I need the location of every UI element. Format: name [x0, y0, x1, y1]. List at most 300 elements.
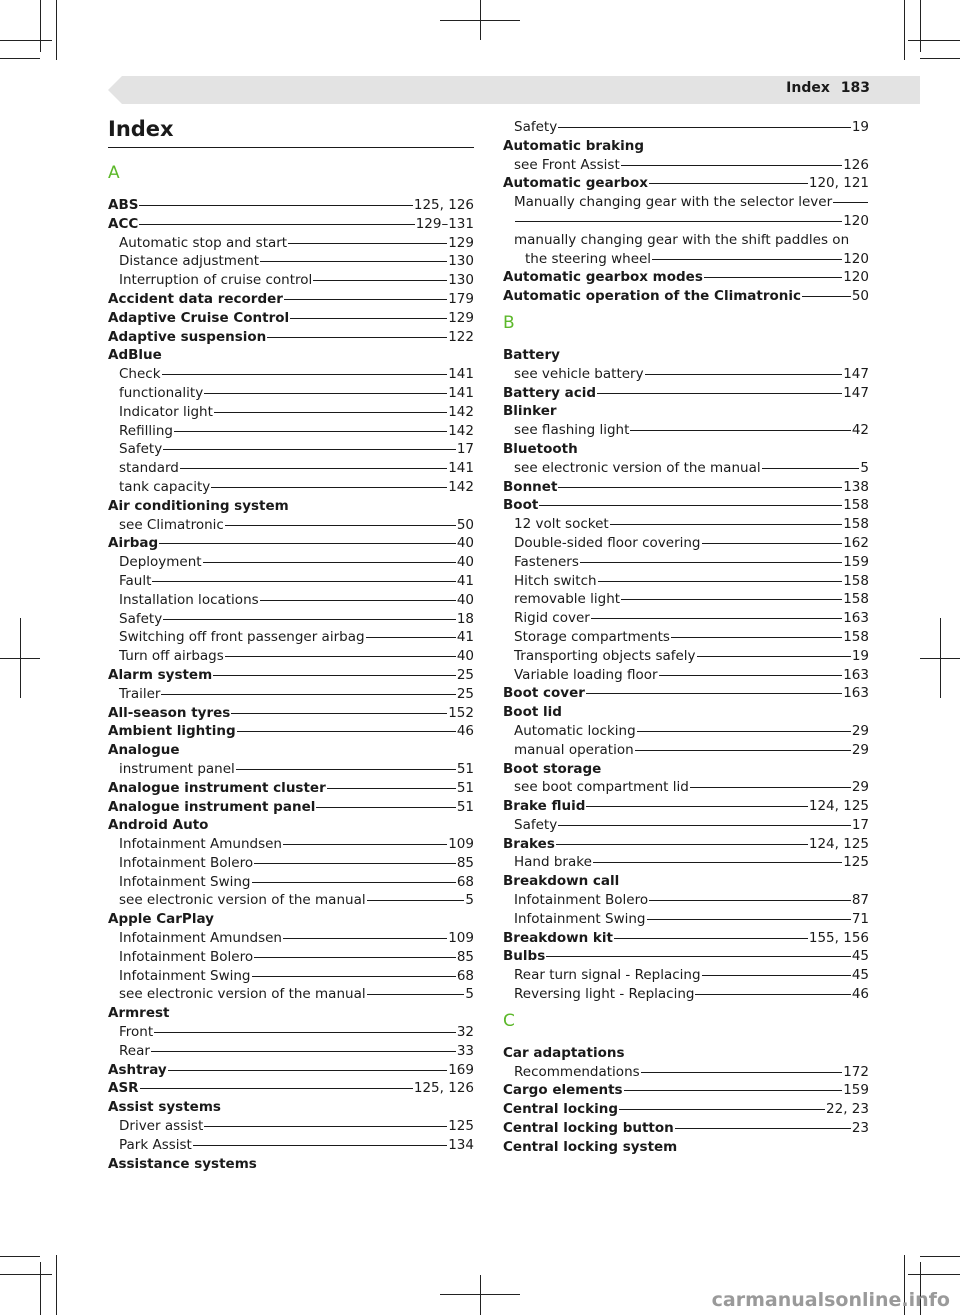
entry-term: Ashtray — [108, 1061, 167, 1078]
entry-page: 159 — [843, 1082, 869, 1099]
entry-term: Safety — [514, 119, 558, 135]
watermark[interactable]: carmanualsonline.info — [711, 1289, 950, 1311]
index-subentry — [108, 271, 474, 290]
index-subentry — [108, 891, 474, 910]
entry-term: Turn off airbags — [119, 648, 224, 665]
entry-page: 17 — [851, 816, 869, 833]
entry-term: Boot cover — [503, 685, 585, 702]
index-subentry — [108, 948, 474, 967]
index-entry — [108, 1004, 474, 1023]
index-subentry — [108, 478, 474, 497]
index-subentry — [503, 666, 869, 685]
index-entry — [503, 287, 869, 306]
entry-page: 40 — [456, 648, 474, 665]
entry-term: Reversing light - Replacing — [514, 986, 695, 1003]
entry-term: Bulbs — [503, 948, 546, 965]
entry-page: 41 — [456, 572, 474, 589]
index-entry — [108, 497, 474, 516]
index-subentry — [503, 985, 869, 1004]
entry-page: 68 — [456, 873, 474, 890]
index-subentry — [108, 384, 474, 403]
entry-page: 158 — [843, 516, 869, 533]
entry-page: 29 — [851, 722, 869, 739]
index-subentry — [503, 628, 869, 647]
entry-page: 33 — [456, 1042, 474, 1059]
entry-term: Infotainment Swing — [514, 910, 646, 927]
entry-term: Automatic locking — [514, 722, 636, 739]
entry-page: 141 — [448, 460, 474, 477]
entry-page: 5 — [465, 986, 474, 1003]
index-subentry — [108, 760, 474, 779]
letter-heading-b: B — [503, 312, 515, 333]
index-subentry — [503, 647, 869, 666]
index-entry — [503, 137, 869, 156]
index-column-right — [503, 118, 869, 1157]
index-subentry — [108, 1117, 474, 1136]
index-subentry — [108, 929, 474, 948]
entry-term: Automatic braking — [503, 137, 645, 154]
index-subentry — [503, 590, 869, 609]
entry-page: 142 — [448, 422, 474, 439]
entry-term: Infotainment Swing — [119, 873, 251, 890]
entry-term: tank capacity — [119, 478, 211, 495]
entry-term: standard — [119, 460, 179, 477]
entry-page: 130 — [448, 272, 474, 289]
index-entry — [108, 1061, 474, 1080]
entry-term: instrument panel — [119, 760, 235, 777]
index-subentry — [108, 967, 474, 986]
entry-page: 147 — [843, 365, 869, 382]
entry-page: 152 — [448, 704, 474, 721]
entry-term: Safety — [514, 816, 558, 833]
entry-term: the steering wheel — [525, 250, 652, 267]
index-subentry — [503, 741, 869, 760]
entry-term: AdBlue — [108, 347, 162, 364]
crop-mark — [0, 1274, 52, 1275]
entry-term: Installation locations — [119, 591, 259, 608]
index-subentry — [108, 422, 474, 441]
entry-term: Fault — [119, 572, 152, 589]
entry-term: Recommendations — [514, 1063, 640, 1080]
crop-mark — [920, 1256, 960, 1257]
index-subentry — [108, 835, 474, 854]
entry-term: Bluetooth — [503, 440, 578, 457]
entry-term: Assistance systems — [108, 1155, 257, 1172]
index-subentry — [108, 647, 474, 666]
index-entry — [108, 328, 474, 347]
running-header — [780, 80, 870, 96]
entry-page: 42 — [851, 422, 869, 439]
entry-page: 71 — [851, 910, 869, 927]
entry-term: Rear turn signal - Replacing — [514, 967, 701, 984]
entry-term: Infotainment Bolero — [119, 854, 254, 871]
crop-mark — [920, 58, 960, 59]
entry-term: Check — [119, 366, 161, 383]
crop-mark — [920, 0, 921, 52]
entry-page: 142 — [448, 478, 474, 495]
index-subentry — [503, 1063, 869, 1082]
entry-term: Rigid cover — [514, 610, 590, 627]
entry-term: Bonnet — [503, 478, 558, 495]
index-subentry — [108, 1023, 474, 1042]
entry-page: 120 — [843, 250, 869, 267]
entry-page: 50 — [456, 516, 474, 533]
entry-term: Boot lid — [503, 704, 562, 721]
index-entry — [503, 384, 869, 403]
index-subentry — [108, 628, 474, 647]
index-subentry — [108, 854, 474, 873]
entry-term: Alarm system — [108, 666, 213, 683]
entry-page: 125, 126 — [413, 197, 474, 213]
crop-mark — [0, 658, 40, 659]
entry-page: 40 — [456, 554, 474, 571]
entry-term: Brake fluid — [503, 798, 586, 815]
index-subentry — [108, 440, 474, 459]
entry-page: 51 — [456, 779, 474, 796]
entry-term: Air conditioning system — [108, 497, 289, 514]
index-entry — [503, 703, 869, 722]
entry-page: 158 — [843, 628, 869, 645]
entry-page: 50 — [851, 288, 869, 305]
entry-term: removable light — [514, 591, 621, 608]
entry-page: 142 — [448, 403, 474, 420]
entry-term: Infotainment Amundsen — [119, 836, 282, 853]
index-entry — [503, 797, 869, 816]
entry-page: 129–131 — [415, 215, 474, 232]
entry-page: 125 — [843, 854, 869, 871]
index-entry — [503, 174, 869, 193]
index-subentry — [503, 853, 869, 872]
entry-term: Android Auto — [108, 817, 209, 834]
index-subentry — [108, 591, 474, 610]
title-rule — [108, 147, 474, 148]
entry-term: Fasteners — [514, 553, 579, 570]
entry-term: Blinker — [503, 403, 557, 420]
entry-page: 5 — [860, 459, 869, 476]
entry-page: 134 — [448, 1136, 474, 1153]
index-subentry — [108, 516, 474, 535]
entry-term: Automatic gearbox modes — [503, 269, 703, 286]
entry-term: see vehicle battery — [514, 365, 644, 382]
entry-term: Analogue instrument cluster — [108, 779, 326, 796]
entry-term: Central locking button — [503, 1120, 674, 1137]
index-subentry — [108, 252, 474, 271]
index-entry — [503, 1119, 869, 1138]
entry-term: Interruption of cruise control — [119, 272, 313, 289]
index-entry — [108, 346, 474, 365]
entry-page: 130 — [448, 253, 474, 270]
index-subentry — [108, 403, 474, 422]
entry-term: Infotainment Swing — [119, 967, 251, 984]
index-entry — [503, 440, 869, 459]
entry-term: Battery — [503, 346, 560, 363]
entry-term: see electronic version of the manual — [119, 892, 366, 909]
index-entry — [108, 1155, 474, 1174]
entry-page: 5 — [465, 892, 474, 909]
index-entry — [108, 309, 474, 328]
entry-term: Central locking — [503, 1101, 619, 1118]
entry-page: 129 — [448, 234, 474, 251]
index-subentry — [108, 873, 474, 892]
entry-page: 163 — [843, 666, 869, 683]
entry-term: Analogue instrument panel — [108, 798, 316, 815]
entry-page: 45 — [851, 948, 869, 965]
entry-page: 40 — [456, 591, 474, 608]
index-subentry — [108, 459, 474, 478]
entry-term: see Climatronic — [119, 516, 224, 533]
entry-term: see Front Assist — [514, 156, 620, 173]
index-entry — [108, 534, 474, 553]
index-subentry — [503, 722, 869, 741]
entry-page: 162 — [843, 534, 869, 551]
entry-term: Automatic operation of the Climatronic — [503, 288, 802, 305]
index-entry — [503, 760, 869, 779]
entry-term: Deployment — [119, 554, 202, 571]
index-subentry — [503, 421, 869, 440]
entry-term: Storage compartments — [514, 628, 670, 645]
entry-term: ACC — [108, 215, 139, 232]
entry-term: Distance adjustment — [119, 253, 260, 270]
index-subentry — [503, 910, 869, 929]
entry-page: 85 — [456, 854, 474, 871]
crop-mark — [920, 658, 960, 659]
index-subentry — [503, 459, 869, 478]
entry-term: ABS — [108, 197, 139, 213]
entry-term: Rear — [119, 1042, 150, 1059]
entry-term: Ambient lighting — [108, 723, 236, 740]
crop-mark — [904, 0, 905, 60]
page-number: 183 — [840, 80, 870, 96]
index-entry — [503, 684, 869, 703]
index-subentry — [108, 553, 474, 572]
entry-term: Accident data recorder — [108, 290, 283, 307]
entry-term: Indicator light — [119, 403, 213, 420]
entry-term: Manually changing gear with the selector lever — [514, 194, 833, 211]
entry-term: functionality — [119, 384, 204, 401]
index-subentry — [503, 891, 869, 910]
index-subentry — [503, 816, 869, 835]
entry-page: 126 — [843, 156, 869, 173]
index-subentry — [108, 685, 474, 704]
entry-page: 29 — [851, 779, 869, 796]
index-entry — [108, 910, 474, 929]
index-subentry — [503, 515, 869, 534]
entry-page: 158 — [843, 572, 869, 589]
index-entry — [108, 779, 474, 798]
entry-term: ASR — [108, 1080, 139, 1097]
crop-mark — [440, 20, 520, 21]
index-entry — [503, 835, 869, 854]
index-entry — [108, 196, 474, 215]
letter-heading-c: C — [503, 1010, 515, 1031]
entry-term: Front — [119, 1024, 154, 1041]
entry-term: Safety — [119, 441, 163, 458]
index-subentry — [108, 1136, 474, 1155]
entry-page: 22, 23 — [826, 1101, 869, 1118]
crop-mark — [0, 1256, 40, 1257]
entry-term: Apple CarPlay — [108, 911, 214, 928]
entry-page: 109 — [448, 836, 474, 853]
entry-page: 179 — [448, 290, 474, 307]
crop-mark — [440, 1294, 520, 1295]
index-entry — [108, 290, 474, 309]
entry-page: 141 — [448, 366, 474, 383]
entry-term: Breakdown call — [503, 873, 620, 890]
index-subentry — [108, 985, 474, 1004]
entry-term: see electronic version of the manual — [514, 459, 761, 476]
entry-page: 29 — [851, 741, 869, 758]
entry-page: 23 — [851, 1120, 869, 1137]
entry-page: 163 — [843, 685, 869, 702]
index-entry — [503, 496, 869, 515]
entry-page: 40 — [456, 535, 474, 552]
entry-term: Double-sided floor covering — [514, 534, 701, 551]
index-subentry-continuation — [503, 212, 869, 231]
entry-term: Variable loading floor — [514, 666, 658, 683]
entry-term: Transporting objects safely — [514, 647, 696, 664]
entry-page: 169 — [448, 1061, 474, 1078]
entry-term: Park Assist — [119, 1136, 192, 1153]
entry-term: Car adaptations — [503, 1044, 625, 1061]
entry-page: 25 — [456, 666, 474, 683]
entry-term: Adaptive Cruise Control — [108, 309, 290, 326]
index-subentry — [503, 156, 869, 175]
index-entry — [108, 798, 474, 817]
entry-page: 158 — [843, 591, 869, 608]
index-entry — [108, 816, 474, 835]
entry-page: 19 — [851, 647, 869, 664]
entry-page: 129 — [448, 309, 474, 326]
entry-term: Infotainment Bolero — [514, 892, 649, 909]
page-title: Index — [108, 117, 174, 141]
index-subentry — [108, 234, 474, 253]
index-entry — [503, 346, 869, 365]
crop-mark — [56, 1255, 57, 1315]
entry-term: Analogue — [108, 742, 180, 759]
entry-term: see flashing light — [514, 422, 630, 439]
crop-mark — [40, 0, 41, 52]
entry-page: 68 — [456, 967, 474, 984]
index-entry — [503, 478, 869, 497]
entry-term: Central locking system — [503, 1138, 678, 1155]
index-entry — [108, 722, 474, 741]
index-subentry — [503, 231, 869, 250]
header-section: Index — [786, 80, 830, 96]
index-entry — [503, 1100, 869, 1119]
letter-heading-a: A — [108, 163, 120, 183]
index-subentry — [503, 193, 869, 212]
index-entry — [108, 666, 474, 685]
entry-page: 41 — [456, 629, 474, 646]
index-entry — [108, 741, 474, 760]
entry-page: 124, 125 — [808, 835, 869, 852]
entry-term: Automatic gearbox — [503, 175, 648, 192]
entry-page: 159 — [843, 553, 869, 570]
index-subentry — [108, 1042, 474, 1061]
entry-term: Breakdown kit — [503, 929, 613, 946]
index-subentry — [108, 610, 474, 629]
index-entry — [108, 1079, 474, 1098]
entry-page: 51 — [456, 760, 474, 777]
entry-term: Infotainment Bolero — [119, 948, 254, 965]
crop-mark — [0, 58, 40, 59]
entry-term: Boot storage — [503, 760, 602, 777]
entry-page: 155, 156 — [808, 929, 869, 946]
entry-page: 18 — [456, 610, 474, 627]
index-subentry-continuation — [503, 250, 869, 269]
index-subentry — [503, 118, 869, 137]
entry-page: 45 — [851, 967, 869, 984]
entry-term: see electronic version of the manual — [119, 986, 366, 1003]
index-entry — [503, 402, 869, 421]
entry-term: Driver assist — [119, 1118, 204, 1135]
index-subentry — [503, 553, 869, 572]
crop-mark — [0, 40, 52, 41]
entry-term: Trailer — [119, 685, 161, 702]
entry-page: 85 — [456, 948, 474, 965]
index-subentry — [503, 609, 869, 628]
index-entry — [108, 215, 474, 234]
index-entry — [108, 1098, 474, 1117]
entry-page: 172 — [843, 1063, 869, 1080]
entry-term: Battery acid — [503, 384, 597, 401]
entry-term: Brakes — [503, 835, 555, 852]
entry-page: 46 — [851, 986, 869, 1003]
index-entry — [503, 1081, 869, 1100]
crop-mark — [40, 1262, 41, 1315]
entry-page: 46 — [456, 723, 474, 740]
entry-page: 141 — [448, 384, 474, 401]
entry-page: 17 — [456, 441, 474, 458]
index-subentry — [108, 572, 474, 591]
entry-term: Hitch switch — [514, 572, 597, 589]
entry-page: 122 — [448, 328, 474, 345]
entry-page: 109 — [448, 930, 474, 947]
entry-page: 120, 121 — [808, 175, 869, 192]
entry-page: 125 — [448, 1118, 474, 1135]
index-entry — [503, 947, 869, 966]
entry-term: Hand brake — [514, 854, 592, 871]
entry-term: Assist systems — [108, 1099, 221, 1116]
index-subentry — [108, 365, 474, 384]
entry-page: 87 — [851, 892, 869, 909]
index-entry — [503, 1044, 869, 1063]
entry-page: 120 — [843, 269, 869, 286]
entry-term: manual operation — [514, 741, 634, 758]
entry-term: Airbag — [108, 535, 159, 552]
index-entry — [503, 929, 869, 948]
crop-mark — [908, 1274, 960, 1275]
entry-page: 19 — [851, 119, 869, 135]
entry-page: 125, 126 — [413, 1080, 474, 1097]
entry-term: Adaptive suspension — [108, 328, 267, 345]
entry-term: manually changing gear with the shift paddles on — [514, 231, 850, 248]
index-subentry — [503, 778, 869, 797]
entry-page: 163 — [843, 610, 869, 627]
index-subentry — [503, 572, 869, 591]
index-entry — [503, 872, 869, 891]
entry-page: 138 — [843, 478, 869, 495]
crop-mark — [908, 40, 960, 41]
entry-term: All-season tyres — [108, 704, 231, 721]
entry-term: Automatic stop and start — [119, 234, 288, 251]
crop-mark — [480, 1275, 481, 1315]
entry-page: 51 — [456, 798, 474, 815]
index-subentry — [503, 966, 869, 985]
index-entry — [108, 704, 474, 723]
entry-page: 25 — [456, 685, 474, 702]
entry-page: 147 — [843, 384, 869, 401]
